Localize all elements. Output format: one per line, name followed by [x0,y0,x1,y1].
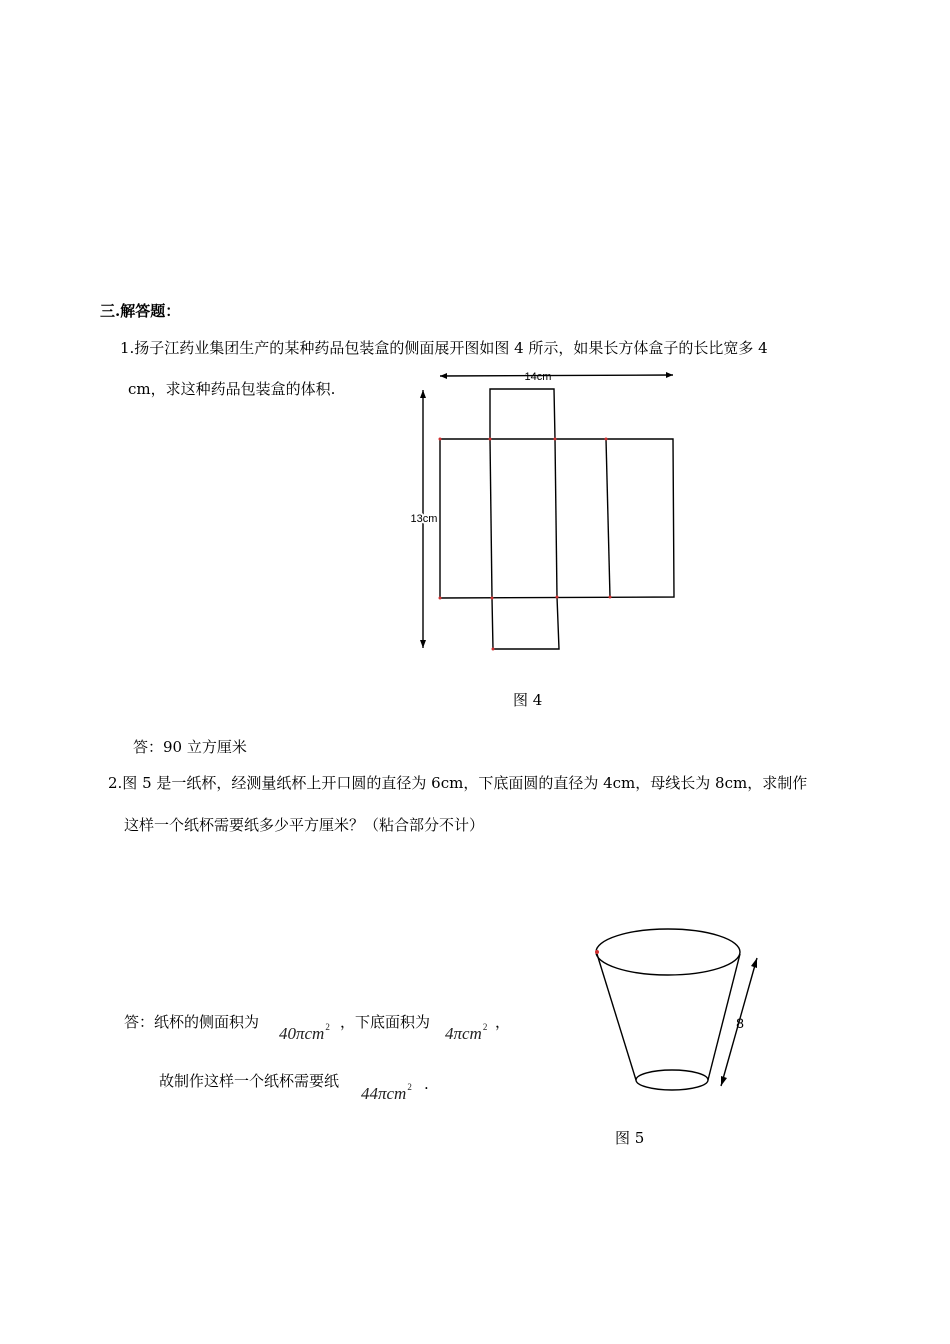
net-vertex-point [491,597,494,600]
q2-answer-end: . [424,1075,429,1093]
width-label: 14cm [524,371,552,383]
height-arrow-head-bottom [420,640,426,648]
total-area-formula: 44πcm$^2$ [361,1082,412,1103]
height-label: 13cm [410,513,438,525]
section-title: 三.解答题： [100,302,181,320]
slant-label: 8 [736,1015,744,1031]
q2-text-line2: 这样一个纸杯需要纸多少平方厘米？（粘合部分不计） [124,816,485,834]
net-vertex-point [556,596,559,599]
cup-left-side [597,954,636,1080]
net-top-flap [490,389,555,439]
width-arrow-line [440,375,673,376]
q2-text-line1: 2.图 5 是一纸杯，经测量纸杯上开口圆的直径为 6cm，下底面圆的直径为 4cm，母线长为 8cm，求制作 [108,774,808,792]
width-arrow-head-left [440,373,447,379]
slant-arrow-head-bottom [721,1076,727,1086]
cup-bottom-base [636,1070,708,1090]
q2-answer-sep: ，下底面积为 [340,1013,431,1031]
cup-top-opening [596,929,740,975]
figure-5-caption: 图 5 [615,1129,645,1147]
net-vertex-point [439,597,442,600]
q1-text-line1: 1.扬子江药业集团生产的某种药品包装盒的侧面展开图如图 4 所示，如果长方体盒子的长比宽多 4 [120,339,768,357]
net-vertex-point [609,596,612,599]
net-vertex-point [489,438,492,441]
q2-answer-line2-prefix: 故制作这样一个纸杯需要纸 [159,1072,340,1090]
width-arrow-head-right [666,372,673,378]
q1-answer: 答：90 立方厘米 [133,738,247,756]
lateral-area-formula: 40πcm$^2$ [279,1022,330,1043]
net-fold-1 [490,439,492,598]
net-fold-3 [606,439,610,597]
slant-arrow-head-top [751,958,757,968]
base-area-formula: 4πcm$^2$ [445,1022,488,1043]
net-vertex-point [554,438,557,441]
net-vertex-point [439,438,442,441]
figure-5-paper-cup [596,929,757,1090]
q1-text-line2: cm，求这种药品包装盒的体积. [128,380,336,398]
net-vertex-point [605,438,608,441]
q2-answer-prefix: 答：纸杯的侧面积为 [124,1013,260,1031]
net-bottom-flap [492,597,559,649]
height-arrow-head-top [420,390,426,398]
net-fold-2 [555,439,557,597]
net-vertex-point [492,648,495,651]
cup-rim-point [595,950,599,954]
q2-answer-comma: ， [495,1013,511,1031]
figure-4-caption: 图 4 [513,691,543,709]
